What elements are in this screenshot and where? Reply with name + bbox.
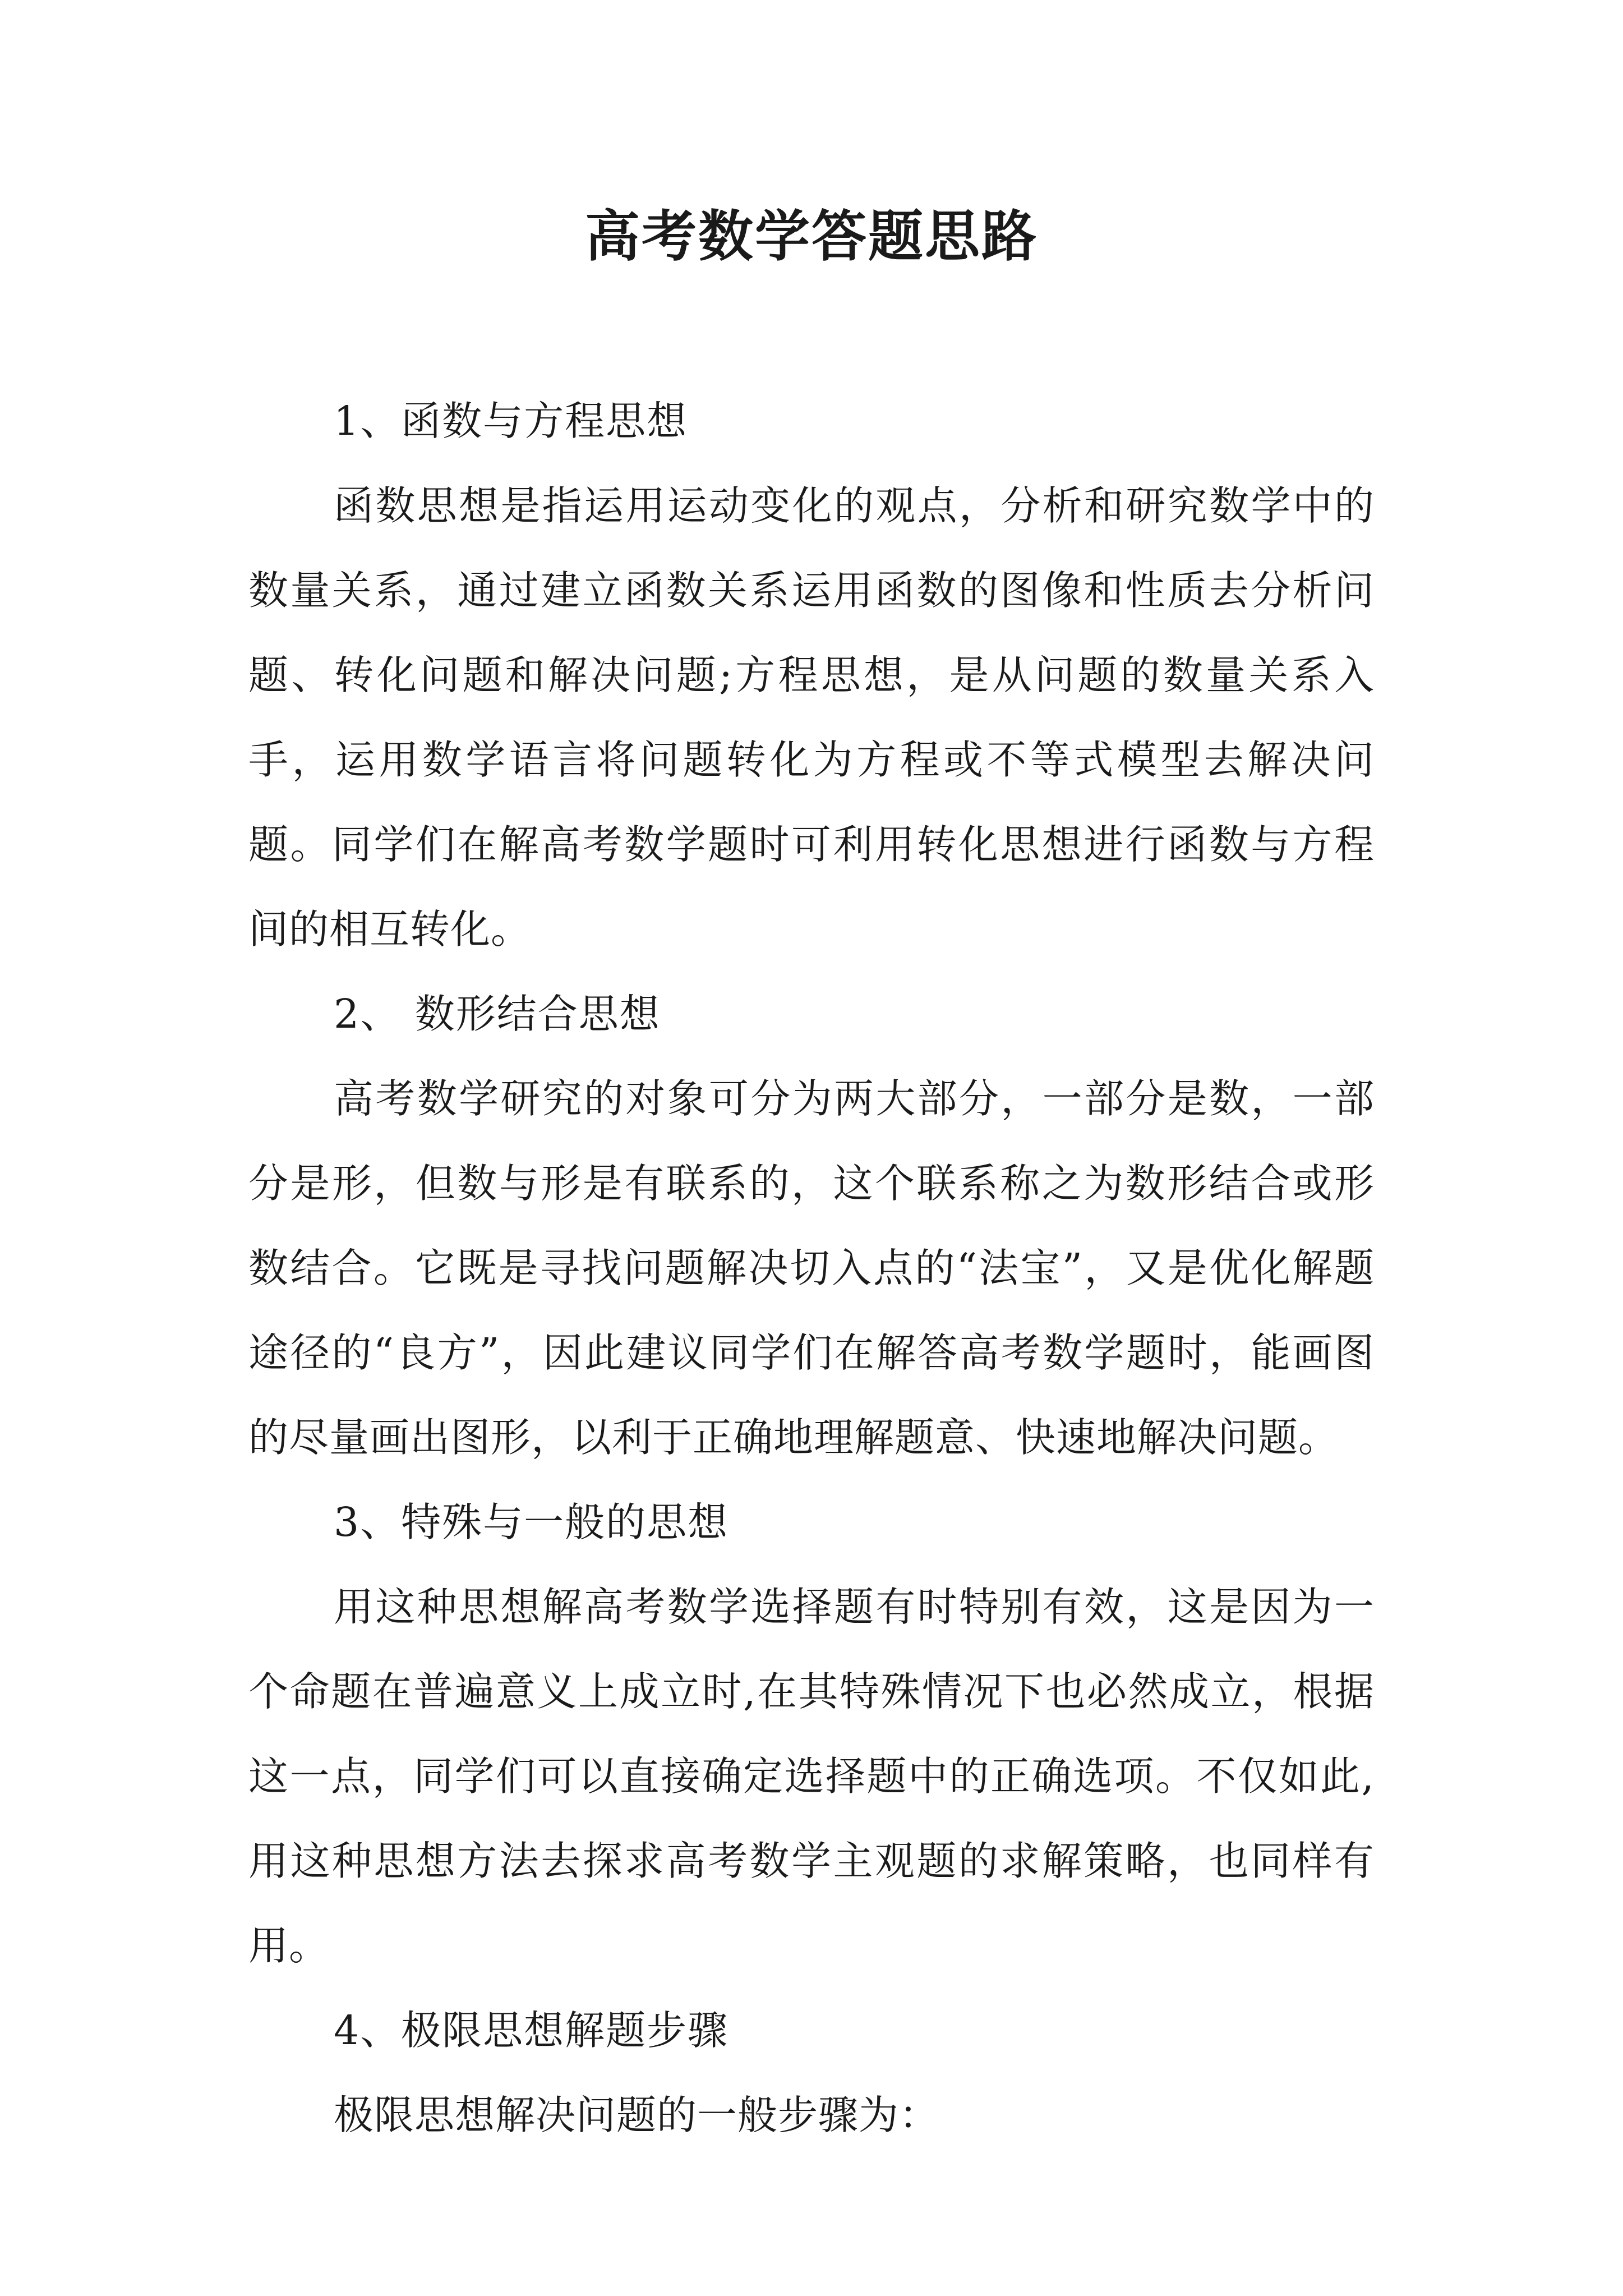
- section-function-equation: [248, 379, 1375, 972]
- section-heading: 2、 数形结合思想: [334, 991, 661, 1037]
- document-body: [248, 379, 1375, 2157]
- section-heading: 1、函数与方程思想: [334, 398, 688, 444]
- section-paragraph: 高考数学研究的对象可分为两大部分，一部分是数，一部分是形，但数与形是有联系的，这个联系称之为数形结合或形数结合。它既是寻找问题解决切入点的“法宝”，又是优化解题途径的“良方”，因此建议同学们在解答高考数学题时，能画图的尽量画出图形，以利于正确地理解题意、快速地解决问题。: [248, 1075, 1375, 1461]
- section-heading: 3、特殊与一般的思想: [334, 1499, 729, 1545]
- section-paragraph: 极限思想解决问题的一般步骤为：: [334, 2092, 940, 2138]
- section-paragraph: 函数思想是指运用运动变化的观点，分析和研究数学中的数量关系，通过建立函数关系运用函数的图像和性质去分析问题、转化问题和解决问题;方程思想，是从问题的数量关系入手，运用数学语言将问题转化为方程或不等式模型去解决问题。同学们在解高考数学题时可利用转化思想进行函数与方程间的相互转化。: [248, 482, 1375, 953]
- document-title: 高考数学答题思路: [584, 204, 1038, 269]
- section-number-shape: [248, 972, 1375, 1480]
- section-paragraph: 用这种思想解高考数学选择题有时特别有效，这是因为一个命题在普遍意义上成立时,在其特殊情况下也必然成立，根据这一点，同学们可以直接确定选择题中的正确选项。不仅如此,用这种思想方法去探求高考数学主观题的求解策略，也同样有用。: [248, 1584, 1375, 1969]
- section-heading: 4、极限思想解题步骤: [334, 2007, 729, 2054]
- section-special-general: [248, 1480, 1375, 1988]
- section-limit-steps: [248, 1988, 1375, 2157]
